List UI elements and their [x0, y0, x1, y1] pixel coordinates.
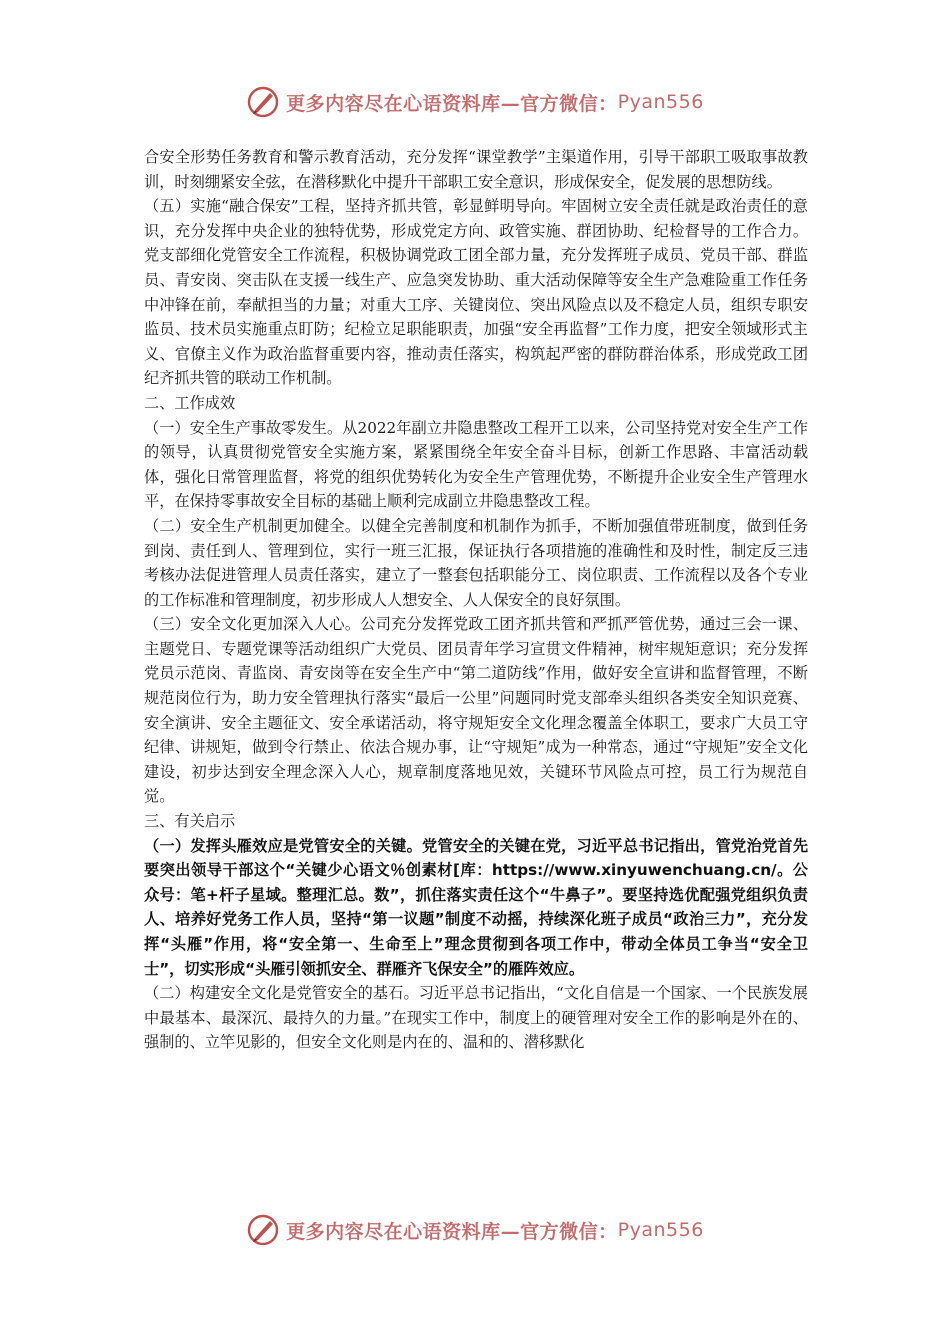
banner-text: 更多内容尽在心语资料库—官方微信：: [286, 1220, 618, 1243]
paragraph: （二）构建安全文化是党管安全的基石。习近平总书记指出，“文化自信是一个国家、一个民族发展中最基本、最深沉、最持久的力量。”在现实工作中，制度上的硬管理对安全工作的影响是外在的、强制的、立竿见影的，但安全文化则是内在的、温和的、潜移默化: [144, 984, 808, 1052]
pen-logo-icon: [246, 85, 280, 119]
paragraph: （五）实施“融合保安”工程，坚持齐抓共管，彰显鲜明导向。牢固树立安全责任就是政治责任的意识，充分发挥中央企业的独特优势，形成党定方向、政管实施、群团协助、纪检督导的工作合力。党支部细化党管安全工作流程，积极协调党政工团全部力量，充分发挥班子成员、党员干部、群监员、青安岗、突击队在支援一线生产、应急突发协助、重大活动保障等安全生产急难险重工作任务中冲锋在前，奉献担当的力量；对重大工序、关键岗位、突出风险点以及不稳定人员，组织专职安监员、技术员实施重点盯防；纪检立足职能职责，加强“安全再监督”工作力度，把安全领域形式主义、官僚主义作为政治监督重要内容，推动责任落实，构筑起严密的群防群治体系，形成党政工团纪齐抓共管的联动工作机制。: [144, 197, 808, 388]
paragraph: 合安全形势任务教育和警示教育活动，充分发挥“课堂教学”主渠道作用，引导干部职工吸取事故教训，时刻绷紧安全弦，在潜移默化中提升干部职工安全意识，形成保安全，促发展的思想防线。: [144, 148, 808, 191]
banner-text: 更多内容尽在心语资料库—官方微信：: [286, 92, 618, 115]
banner-wechat-id: Pyan556: [617, 91, 704, 113]
section-heading: 二、工作成效: [144, 393, 236, 412]
paragraph: （二）安全生产机制更加健全。以健全完善制度和机制作为抓手，不断加强值带班制度，做到任务到岗、责任到人、管理到位，实行一班三汇报，保证执行各项措施的准确性和及时性，制定反三违考核办法促进管理人员责任落实，建立了一整套包括职能分工、岗位职责、工作流程以及各个专业的工作标准和管理制度，初步形成人人想安全、人人保安全的良好氛围。: [144, 516, 808, 609]
section-heading: 三、有关启示: [144, 812, 236, 831]
header-banner: [0, 82, 950, 122]
paragraph-bold: （一）发挥头雁效应是党管安全的关键。党管安全的关键在党，习近平总书记指出，管党治党首先要突出领导干部这个“关键少心语文％创素材[库：https://www.xinyuwenchuang.cn/。公众号：笔+杆子星域。整理汇总。数”，抓住落实责任这个“牛鼻子”。要坚持选优配强党组织负责人、培养好党务工作人员，坚持“第一议题”制度不动摇，持续深化班子成员“政治三力”，充分发挥“头雁”作用，将“安全第一、生命至上”理念贯彻到各项工作中，带动全体员工争当“安全卫士”，切实形成“头雁引领抓安全、群雁齐飞保安全”的雁阵效应。: [144, 836, 808, 978]
paragraph: （一）安全生产事故零发生。从2022年副立井隐患整改工程开工以来，公司坚持党对安全生产工作的领导，认真贯彻党管安全实施方案，紧紧围绕全年安全奋斗目标，创新工作思路、丰富活动载体，强化日常管理监督，将党的组织优势转化为安全生产管理优势，不断提升企业安全生产管理水平，在保持零事故安全目标的基础上顺利完成副立井隐患整改工程。: [144, 418, 808, 511]
pen-logo-icon: [246, 1213, 280, 1247]
banner-wechat-id: Pyan556: [617, 1219, 704, 1241]
paragraph: （三）安全文化更加深入人心。公司充分发挥党政工团齐抓共管和严抓严管优势，通过三会一课、主题党日、专题党课等活动组织广大党员、团员青年学习宣贯文件精神，树牢规矩意识；充分发挥党员示范岗、青监岗、青安岗等在安全生产中“第二道防线”作用，做好安全宣讲和监督管理，不断规范岗位行为，助力安全管理执行落实“最后一公里”问题同时党支部牵头组织各类安全知识竞赛、安全演讲、安全主题征文、安全承诺活动，将守规矩安全文化理念覆盖全体职工，要求广大员工守纪律、讲规矩，做到令行禁止、依法合规办事，让“守规矩”成为一种常态，通过“守规矩”安全文化建设，初步达到安全理念深入人心，规章制度落地见效，关键环节风险点可控，员工行为规范自觉。: [144, 615, 808, 806]
footer-banner: [0, 1210, 950, 1250]
document-body: [144, 145, 808, 1055]
